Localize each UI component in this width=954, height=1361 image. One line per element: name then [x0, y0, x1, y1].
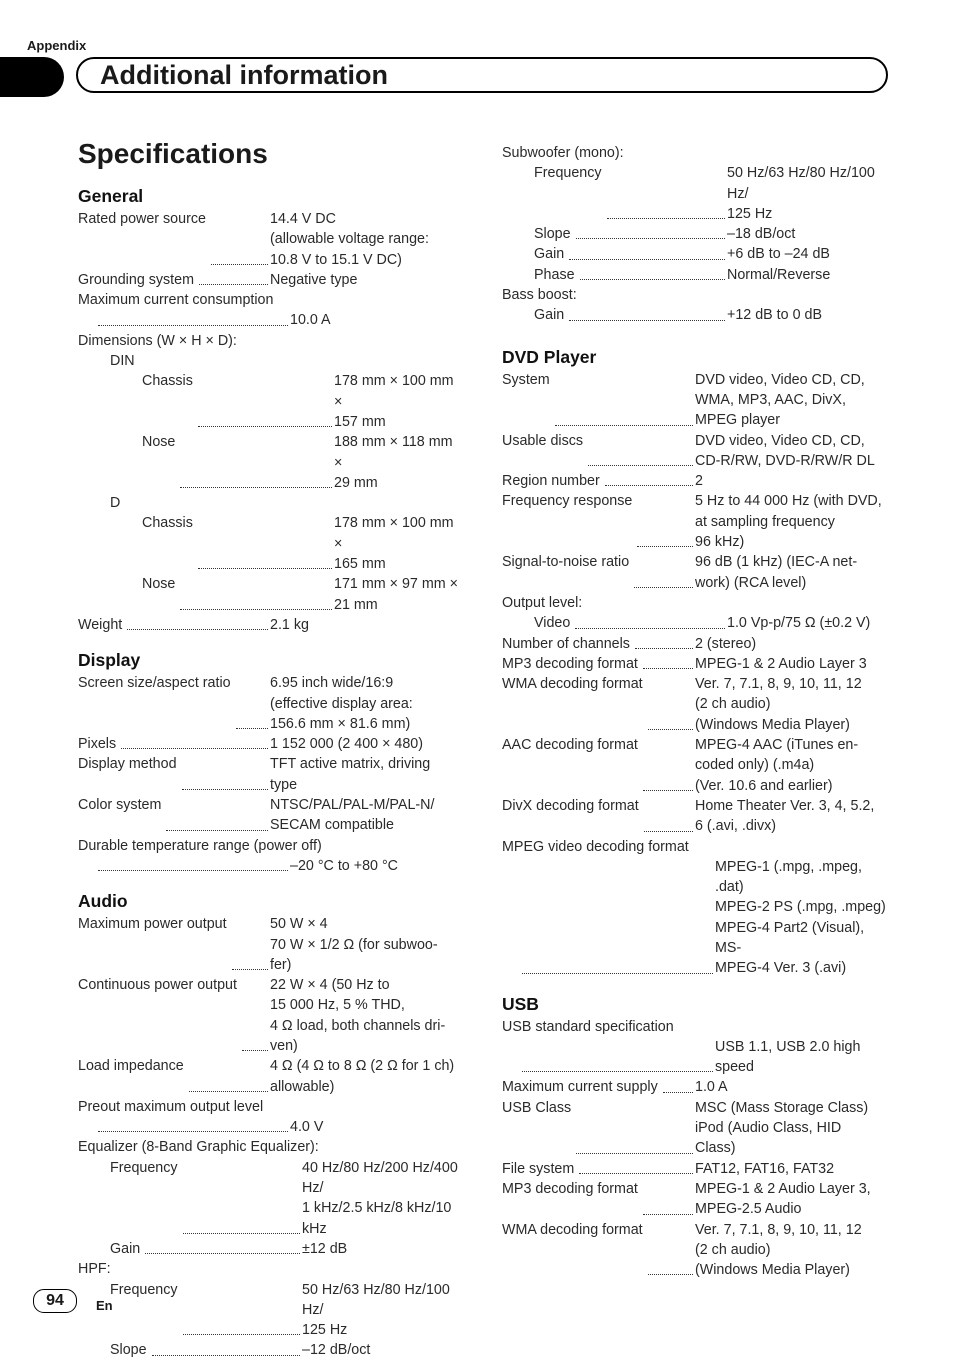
spec-value: MPEG-2.5 Audio [695, 1201, 802, 1218]
spec-value: (Windows Media Player) [695, 1262, 850, 1279]
spec-value: 2.1 kg [270, 616, 309, 633]
spec-label: Pixels [78, 736, 117, 753]
page-title: Specifications [78, 138, 268, 169]
spec-label: Signal-to-noise ratio [502, 554, 630, 571]
spec-value: 125 Hz [727, 205, 773, 222]
spec-value: ven) [270, 1037, 298, 1054]
spec-label: Slope [534, 226, 571, 243]
spec-value: MPEG-2 PS (.mpg, .mpeg) [715, 899, 886, 916]
spec-label-bass-boost: Bass boost: [502, 287, 577, 304]
spec-label-temperature: Durable temperature range (power off) [78, 837, 322, 854]
spec-value: DVD video, Video CD, CD, [695, 432, 865, 449]
section-heading-audio: Audio [78, 891, 128, 912]
spec-value: 157 mm [334, 413, 386, 430]
spec-row-eq-frequency [78, 1158, 463, 1239]
spec-label-max-current: Maximum current consumption [78, 292, 274, 309]
spec-label-output-level: Output level: [502, 594, 583, 611]
spec-row-video-output [502, 613, 892, 633]
spec-value: ±12 dB [302, 1240, 348, 1257]
spec-row-dvd-divx [502, 796, 892, 837]
spec-label-preout: Preout maximum output level [78, 1098, 264, 1115]
spec-row-dvd-system [502, 370, 892, 431]
spec-value: MPEG player [695, 412, 781, 429]
spec-value: Normal/Reverse [727, 266, 831, 283]
spec-value: 10.0 A [290, 312, 331, 329]
spec-value: 4.0 V [290, 1119, 324, 1136]
spec-row-hpf-frequency [78, 1280, 463, 1341]
spec-value: (effective display area: [270, 695, 413, 712]
spec-label: Nose [142, 576, 176, 593]
spec-row-sub-slope [502, 224, 892, 244]
spec-value: 4 Ω load, both channels dri- [270, 1017, 446, 1034]
spec-value: MPEG-4 AAC (iTunes en- [695, 737, 859, 754]
spec-value: MPEG-1 (.mpg, .mpeg, .dat) [715, 858, 862, 896]
spec-label-equalizer: Equalizer (8-Band Graphic Equalizer): [78, 1139, 319, 1156]
spec-value: 156.6 mm × 81.6 mm) [270, 715, 411, 732]
spec-value: –20 °C to +80 °C [290, 857, 399, 874]
spec-value: NTSC/PAL/PAL-M/PAL-N/ [270, 797, 435, 814]
spec-label: Frequency response [502, 493, 633, 510]
spec-label-subwoofer: Subwoofer (mono): [502, 145, 624, 161]
spec-value: Class) [695, 1140, 736, 1157]
spec-value: allowable) [270, 1078, 335, 1095]
spec-label: Usable discs [502, 432, 584, 449]
spec-label: Number of channels [502, 635, 630, 652]
spec-label: Chassis [142, 373, 193, 390]
spec-value: iPod (Audio Class, HID [695, 1120, 842, 1137]
spec-label-hpf: HPF: [78, 1261, 111, 1278]
spec-row-dvd-mp3 [502, 654, 892, 674]
spec-label: MP3 decoding format [502, 655, 638, 672]
spec-value: 70 W × 1/2 Ω (for subwoo- [270, 936, 438, 953]
spec-value: 1 kHz/2.5 kHz/8 kHz/10 kHz [302, 1200, 452, 1237]
spec-row-temperature [78, 856, 463, 876]
spec-label: Nose [142, 434, 176, 451]
spec-label: USB Class [502, 1099, 572, 1116]
spec-label-mpeg-video: MPEG video decoding format [502, 838, 689, 855]
spec-value: MPEG-1 & 2 Audio Layer 3 [695, 655, 867, 672]
spec-row-snr [502, 552, 892, 593]
spec-row-din-nose [78, 432, 463, 493]
chapter-title-bar [76, 57, 888, 93]
spec-row-weight [78, 615, 463, 635]
spec-value: 178 mm × 100 mm × [334, 373, 454, 410]
spec-value: SECAM compatible [270, 817, 394, 834]
spec-row-pixels [78, 734, 463, 754]
spec-value: 15 000 Hz, 5 % THD, [270, 997, 405, 1014]
spec-value: Ver. 7, 7.1, 8, 9, 10, 11, 12 [695, 1221, 862, 1238]
spec-row-continuous-power [78, 975, 463, 1056]
spec-value: at sampling frequency [695, 513, 835, 530]
spec-row-usable-discs [502, 431, 892, 472]
spec-label: Frequency [534, 165, 602, 182]
spec-row-frequency-response [502, 491, 892, 552]
spec-value: 1.0 Vp-p/75 Ω (±0.2 V) [727, 615, 871, 632]
spec-row-hpf-slope [78, 1340, 463, 1360]
spec-value: coded only) (.m4a) [695, 757, 815, 774]
spec-label: Chassis [142, 515, 193, 532]
spec-label: Load impedance [78, 1058, 184, 1075]
spec-value: 188 mm × 118 mm × [334, 434, 453, 471]
section-heading-display: Display [78, 650, 141, 671]
spec-value: MPEG-4 Ver. 3 (.avi) [715, 960, 847, 977]
spec-label: Maximum power output [78, 916, 227, 933]
spec-label: System [502, 371, 550, 388]
spec-row-color-system [78, 795, 463, 836]
spec-row-preout [78, 1117, 463, 1137]
spec-row-usb-mp3 [502, 1179, 892, 1220]
spec-value: MPEG-1 & 2 Audio Layer 3, [695, 1180, 871, 1197]
language-code: En [96, 1298, 113, 1313]
spec-label: WMA decoding format [502, 1221, 643, 1238]
spec-value: 125 Hz [302, 1322, 348, 1339]
spec-sublabel-din: DIN [110, 353, 135, 370]
spec-label: Gain [110, 1240, 141, 1257]
spec-row-rated-power-source [78, 209, 463, 270]
left-column [78, 183, 463, 1361]
spec-value: (Windows Media Player) [695, 716, 850, 733]
spec-label: Weight [78, 616, 123, 633]
spec-value: 14.4 V DC [270, 211, 336, 227]
spec-row-eq-gain [78, 1239, 463, 1259]
spec-value: 96 dB (1 kHz) (IEC-A net- [695, 554, 858, 571]
spec-value: 10.8 V to 15.1 V DC) [270, 251, 402, 268]
spec-label: DivX decoding format [502, 797, 639, 814]
spec-row-d-chassis [78, 513, 463, 574]
spec-value: (2 ch audio) [695, 696, 771, 713]
spec-row-sub-frequency [502, 163, 892, 224]
spec-row-load-impedance [78, 1056, 463, 1097]
spec-value: –18 dB/oct [727, 226, 796, 243]
page-number: 94 [33, 1289, 77, 1313]
spec-value: FAT12, FAT16, FAT32 [695, 1160, 835, 1177]
spec-value: +12 dB to 0 dB [727, 307, 822, 324]
spec-label: Rated power source [78, 211, 206, 227]
spec-value: type [270, 776, 298, 793]
spec-row-usb-wma [502, 1220, 892, 1281]
spec-value: 165 mm [334, 556, 386, 573]
spec-label: Frequency [110, 1281, 178, 1298]
spec-value: (allowable voltage range: [270, 231, 429, 248]
spec-row-max-power [78, 914, 463, 975]
spec-value: speed [715, 1059, 754, 1076]
spec-row-sub-gain [502, 244, 892, 264]
spec-label: AAC decoding format [502, 737, 638, 754]
spec-row-channels [502, 634, 892, 654]
spec-row-region [502, 471, 892, 491]
spec-row-usb-current [502, 1077, 892, 1097]
spec-value: 40 Hz/80 Hz/200 Hz/400 Hz/ [302, 1159, 458, 1197]
spec-value: USB 1.1, USB 2.0 high [715, 1038, 861, 1055]
spec-label: Display method [78, 756, 177, 773]
spec-row-usb-class [502, 1098, 892, 1159]
spec-label: WMA decoding format [502, 676, 643, 693]
spec-label-dimensions: Dimensions (W × H × D): [78, 332, 237, 349]
spec-row-grounding-system [78, 270, 463, 290]
spec-value: Home Theater Ver. 3, 4, 5.2, [695, 797, 875, 814]
spec-value: 22 W × 4 (50 Hz to [270, 977, 390, 994]
spec-row-file-system [502, 1159, 892, 1179]
section-tag: Appendix [27, 38, 87, 53]
spec-value: +6 dB to –24 dB [727, 246, 830, 263]
spec-row-d-nose [78, 574, 463, 615]
spec-value: –12 dB/oct [302, 1342, 371, 1359]
spec-value: 6 (.avi, .divx) [695, 818, 777, 835]
spec-value: 4 Ω (4 Ω to 8 Ω (2 Ω for 1 ch) [270, 1058, 455, 1075]
spec-value: 1.0 A [695, 1079, 728, 1096]
spec-label: Gain [534, 307, 565, 324]
spec-label: Continuous power output [78, 977, 237, 994]
spec-value: 171 mm × 97 mm × 21 mm [334, 576, 458, 613]
chapter-title: Additional information [100, 60, 388, 90]
spec-row-dvd-aac [502, 735, 892, 796]
spec-value: 50 Hz/63 Hz/80 Hz/100 Hz/ [727, 165, 875, 202]
spec-row-dvd-wma [502, 674, 892, 735]
spec-value: 5 Hz to 44 000 Hz (with DVD, [695, 493, 882, 510]
section-heading-usb: USB [502, 993, 539, 1014]
spec-value: DVD video, Video CD, CD, [695, 371, 865, 388]
spec-row-screen [78, 673, 463, 734]
spec-value: 2 (stereo) [695, 635, 757, 652]
spec-row-max-current [78, 310, 463, 330]
spec-value: (2 ch audio) [695, 1241, 771, 1258]
chapter-tab-marker [0, 57, 64, 97]
spec-value: 29 mm [334, 474, 378, 491]
spec-label: Frequency [110, 1159, 178, 1176]
spec-label-usb-standard: USB standard specification [502, 1018, 674, 1035]
spec-value: 1 152 000 (2 400 × 480) [270, 736, 424, 753]
spec-value: Ver. 7, 7.1, 8, 9, 10, 11, 12 [695, 676, 862, 693]
spec-value: WMA, MP3, AAC, DivX, [695, 391, 846, 408]
spec-row-display-method [78, 754, 463, 795]
spec-value: TFT active matrix, driving [270, 756, 431, 773]
spec-value: fer) [270, 956, 292, 973]
spec-label: Region number [502, 473, 600, 490]
spec-label: Screen size/aspect ratio [78, 675, 231, 692]
spec-value: (Ver. 10.6 and earlier) [695, 777, 833, 794]
spec-label: Video [534, 615, 571, 632]
right-column [502, 143, 892, 1280]
spec-label: MP3 decoding format [502, 1180, 638, 1197]
section-heading-dvd: DVD Player [502, 346, 597, 367]
spec-value: 50 W × 4 [270, 916, 328, 933]
spec-value: 50 Hz/63 Hz/80 Hz/100 Hz/ [302, 1281, 450, 1318]
section-heading-general: General [78, 186, 144, 206]
spec-row-sub-phase [502, 265, 892, 285]
spec-label: Slope [110, 1342, 147, 1359]
spec-value: MSC (Mass Storage Class) [695, 1099, 869, 1116]
spec-label: Grounding system [78, 271, 195, 288]
spec-label: Phase [534, 266, 575, 283]
spec-value: 2 [695, 473, 703, 490]
spec-row-din-chassis [78, 371, 463, 432]
spec-row-usb-standard [502, 1037, 892, 1078]
spec-value: 6.95 inch wide/16:9 [270, 675, 394, 692]
spec-value: 96 kHz) [695, 534, 745, 551]
spec-label: File system [502, 1160, 575, 1177]
spec-label: Gain [534, 246, 565, 263]
spec-value: CD-R/RW, DVD-R/RW/R DL [695, 452, 875, 469]
spec-row-bass-boost-gain [502, 305, 892, 325]
spec-value: work) (RCA level) [695, 574, 807, 591]
spec-value: Negative type [270, 271, 358, 288]
spec-sublabel-d: D [110, 495, 121, 512]
spec-row-mpeg-video [502, 857, 892, 979]
spec-value: MPEG-4 Part2 (Visual), MS- [715, 919, 865, 956]
spec-label: Color system [78, 797, 162, 814]
spec-value: 178 mm × 100 mm × [334, 515, 454, 552]
spec-label: Maximum current supply [502, 1079, 658, 1096]
